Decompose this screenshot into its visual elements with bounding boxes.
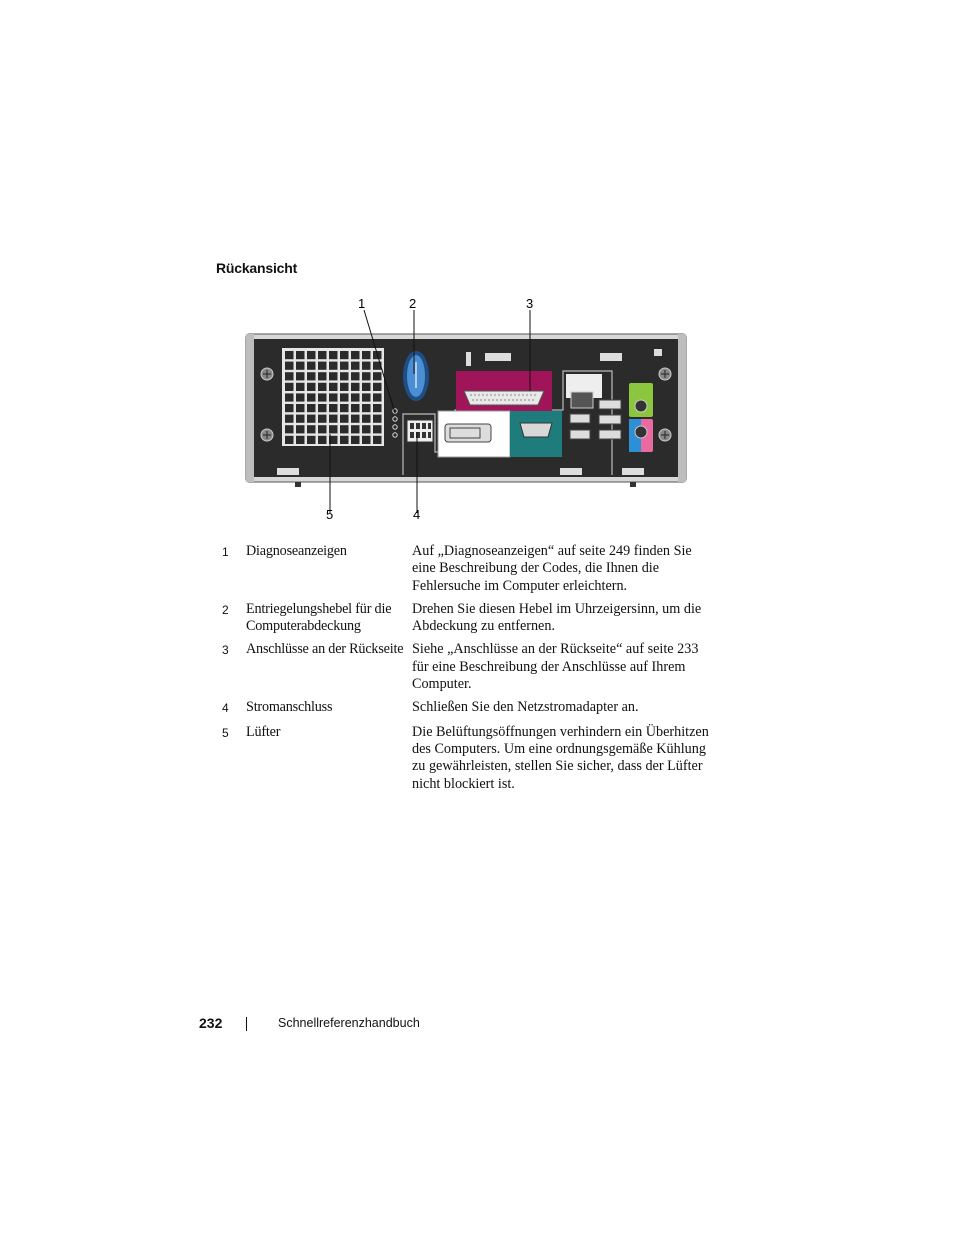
item-number: 3 [222, 643, 229, 658]
component-table [222, 543, 722, 799]
item-description: Auf „Diagnoseanzeigen“ auf seite 249 finden Sie eine Beschreibung der Codes, die Ihnen die Fehlersuche im Computer erleichtern. [412, 543, 692, 594]
network-port [571, 392, 593, 408]
screw-icon [659, 368, 671, 380]
item-description: Siehe „Anschlüsse an der Rückseite“ auf seite 233 für eine Beschreibung der Anschlüsse auf Ihrem Computer. [412, 641, 699, 693]
table-row [222, 724, 722, 793]
dvi-port [445, 424, 491, 442]
item-description: Drehen Sie diesen Hebel im Uhrzeigersinn, um die Abdeckung zu entfernen. [412, 600, 702, 635]
page-number: 232 [199, 1015, 223, 1031]
callout-1: 1 [358, 296, 366, 311]
screw-icon [261, 368, 273, 380]
back-view-illustration [240, 292, 690, 527]
screw-icon [261, 429, 273, 441]
item-description: Schließen Sie den Netzstromadapter an. [412, 699, 639, 716]
item-term: Stromanschluss [246, 699, 333, 716]
callout-5: 5 [326, 507, 334, 522]
item-term: Lüfter [246, 723, 281, 740]
computer-back-view-figure [240, 292, 690, 527]
item-term: Diagnoseanzeigen [246, 543, 347, 559]
table-row [222, 641, 722, 693]
item-term: Entriegelungshebel für die Computerabdeckung [246, 600, 392, 635]
table-row [222, 601, 722, 636]
item-number: 4 [222, 701, 229, 716]
callout-2: 2 [409, 296, 417, 311]
table-row [222, 699, 722, 717]
fan-grille [282, 348, 384, 446]
cover-release-latch [403, 351, 429, 401]
table-row [222, 543, 722, 595]
item-term: Anschlüsse an der Rückseite [246, 641, 404, 658]
item-description: Die Belüftungsöffnungen verhindern ein Überhitzen des Computers. Um eine ordnungsgemäße Kühlung zu gewährleisten, stellen Sie sicher, dass der Lüfter nicht blockiert ist. [412, 723, 709, 792]
item-number: 5 [222, 725, 229, 740]
callout-4: 4 [413, 507, 421, 522]
item-number: 2 [222, 602, 229, 617]
section-heading: Rückansicht [216, 260, 298, 276]
footer-separator [246, 1017, 247, 1031]
item-number: 1 [222, 545, 229, 559]
screw-icon [659, 429, 671, 441]
callout-3: 3 [526, 296, 534, 311]
footer-title: Schnellreferenzhandbuch [278, 1016, 420, 1030]
